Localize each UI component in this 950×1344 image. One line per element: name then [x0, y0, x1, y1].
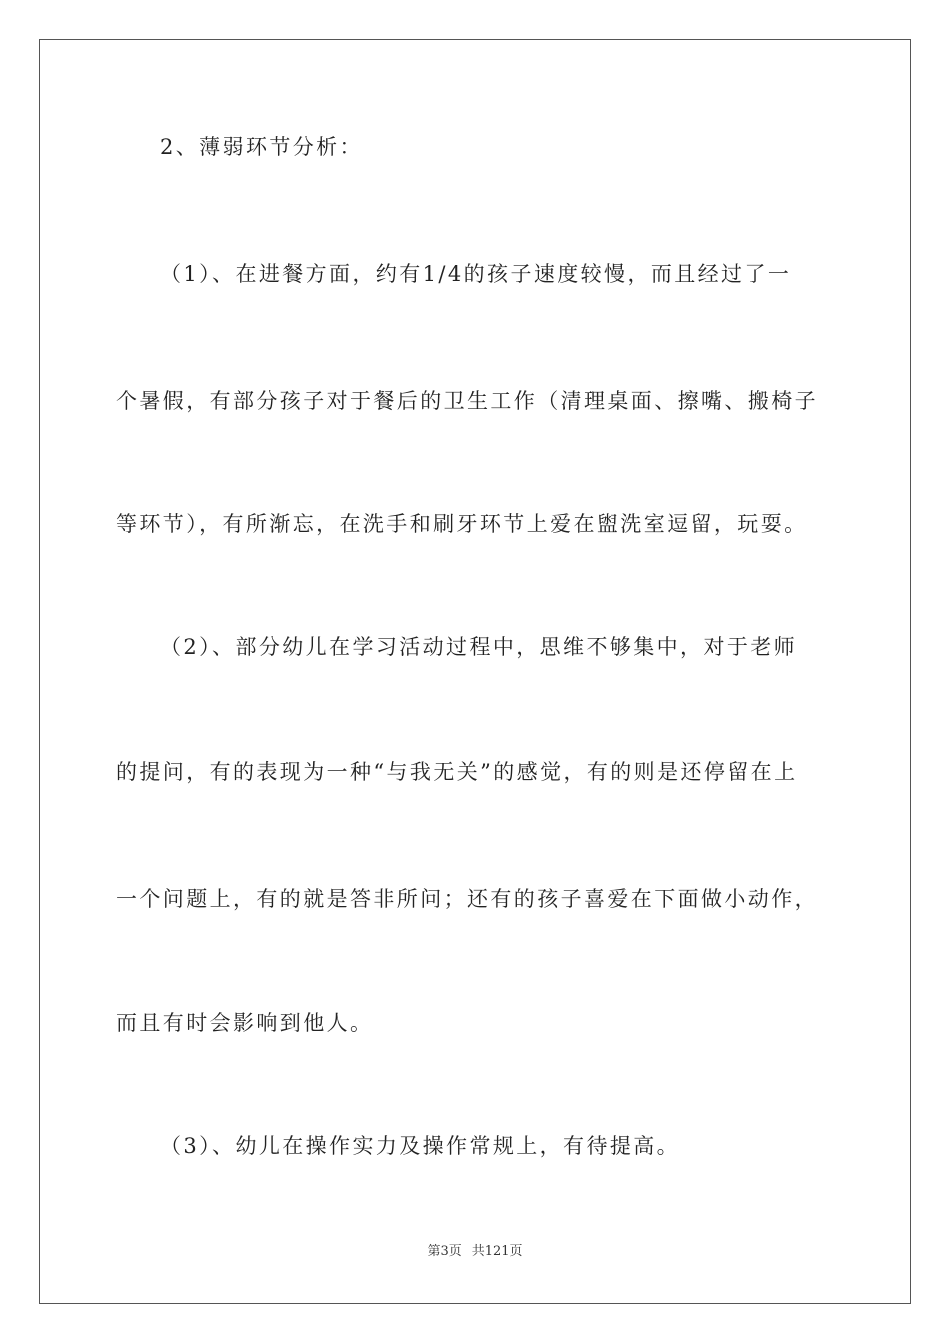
- paragraph-3-line-1: （3）、幼儿在操作实力及操作常规上，有待提高。: [160, 1134, 681, 1158]
- paragraph-1-line-1: （1）、在进餐方面，约有1/4的孩子速度较慢，而且经过了一: [160, 262, 792, 286]
- page-number-total: 共121页: [471, 1244, 523, 1259]
- paragraph-2-line-4: 而且有时会影响到他人。: [116, 1011, 374, 1035]
- paragraph-2-line-3: 一个问题上，有的就是答非所问；还有的孩子喜爱在下面做小动作，: [116, 887, 818, 911]
- paragraph-1-line-2: 个暑假，有部分孩子对于餐后的卫生工作（清理桌面、擦嘴、搬椅子: [116, 389, 818, 413]
- page-frame: [39, 39, 911, 1304]
- paragraph-2-line-1: （2）、部分幼儿在学习活动过程中，思维不够集中，对于老师: [160, 635, 798, 659]
- page-footer: [0, 1243, 950, 1261]
- paragraph-1-line-3: 等环节），有所渐忘，在洗手和刷牙环节上爱在盥洗室逗留，玩耍。: [116, 512, 808, 536]
- paragraph-2-line-2: 的提问，有的表现为一种“与我无关”的感觉，有的则是还停留在上: [116, 760, 798, 784]
- section-heading: 2、薄弱环节分析：: [160, 135, 363, 159]
- page-number-current: 第3页: [427, 1244, 462, 1259]
